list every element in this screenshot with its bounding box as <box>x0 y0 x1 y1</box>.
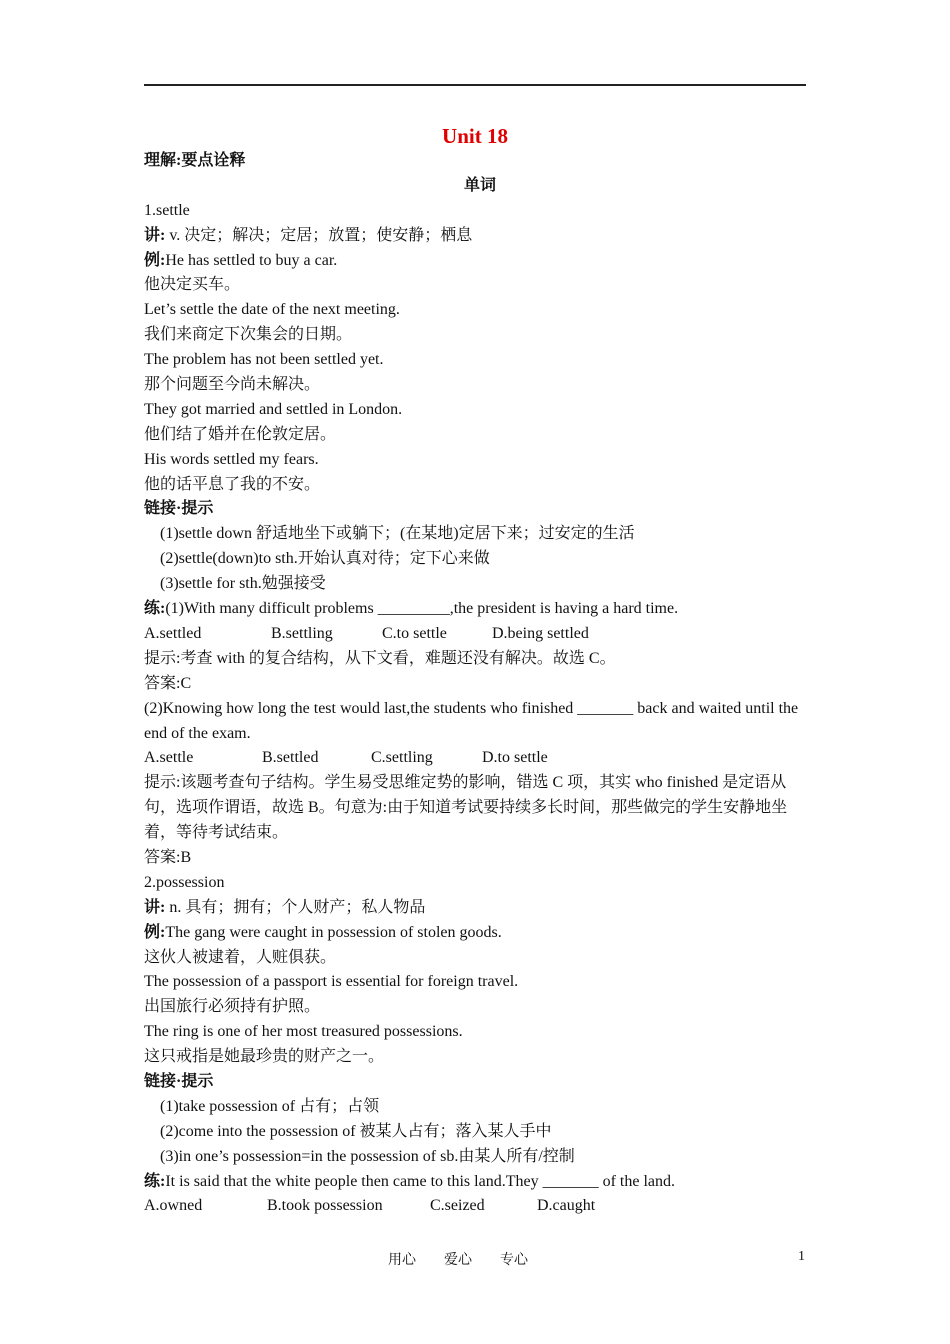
definition-line <box>144 896 816 921</box>
exercise-question: (2)Knowing how long the test would last,the students who finished _______ back and waited until the end of the exam. <box>144 699 799 742</box>
option-b: B.settling <box>271 624 333 642</box>
example-text: He has settled to buy a car. <box>165 251 338 269</box>
example-text: The problem has not been settled yet. <box>144 351 384 369</box>
example-text: The ring is one of her most treasured possessions. <box>144 1023 463 1041</box>
header-rule <box>144 84 806 86</box>
example-text: The gang were caught in possession of stolen goods. <box>165 923 502 941</box>
example-translation: 那个问题至今尚未解决。 <box>144 376 321 394</box>
link-item: (2)settle(down)to sth.开始认真对待；定下心来做 <box>160 550 490 568</box>
example-translation: 我们来商定下次集会的日期。 <box>144 326 353 344</box>
example-line <box>144 249 816 274</box>
jiang-label: 讲: <box>144 898 166 916</box>
exercise-options <box>144 622 816 647</box>
link-item: (1)settle down 舒适地坐下或躺下；(在某地)定居下来；过安定的生活 <box>160 525 635 543</box>
exercise-options <box>144 746 816 771</box>
option-a: A.settled <box>144 624 202 642</box>
link-item: (2)come into the possession of 被某人占有；落入某人手中 <box>160 1122 552 1140</box>
word-entry: 1.settle <box>144 201 190 219</box>
exercise-question <box>144 597 816 622</box>
example-translation: 这伙人被逮着，人赃俱获。 <box>144 948 337 966</box>
example-text: They got married and settled in London. <box>144 400 403 418</box>
example-translation: 出国旅行必须持有护照。 <box>144 998 321 1016</box>
option-a: A.owned <box>144 1197 203 1215</box>
option-c: C.to settle <box>382 624 447 642</box>
option-d: D.to settle <box>482 749 548 767</box>
jiang-label: 讲: <box>144 226 166 244</box>
example-translation: 他们结了婚并在伦敦定居。 <box>144 425 337 443</box>
option-c: C.settling <box>371 749 433 767</box>
option-d: D.being settled <box>492 624 589 642</box>
lian-label: 练: <box>144 600 166 618</box>
example-text: Let’s settle the date of the next meeting. <box>144 301 400 319</box>
document-body <box>144 149 816 1219</box>
page-number: 1 <box>798 1249 805 1264</box>
footer-motto: 用心 爱心 专心 <box>388 1253 528 1268</box>
option-c: C.seized <box>430 1197 485 1215</box>
question-text: It is said that the white people then came to this land.They _______ of the land. <box>165 1172 675 1190</box>
example-translation: 这只戒指是她最珍贵的财产之一。 <box>144 1048 385 1066</box>
link-label: 链接·提示 <box>144 500 214 518</box>
link-label: 链接·提示 <box>144 1073 214 1091</box>
option-a: A.settle <box>144 749 194 767</box>
page-title: Unit 18 <box>442 124 508 148</box>
exercise-question <box>144 1170 816 1195</box>
li-label: 例: <box>144 251 166 269</box>
definition-text: n. 具有；拥有；个人财产；私人物品 <box>165 898 426 916</box>
li-label: 例: <box>144 923 166 941</box>
question-text: (1)With many difficult problems _________,the president is having a hard time. <box>165 600 679 618</box>
link-item: (3)in one’s possession=in the possession of sb.由某人所有/控制 <box>160 1147 575 1165</box>
example-text: The possession of a passport is essential for foreign travel. <box>144 973 519 991</box>
exercise-options <box>144 1194 816 1219</box>
link-item: (3)settle for sth.勉强接受 <box>160 575 326 593</box>
exercise-hint: 提示:考查 with 的复合结构，从下文看，难题还没有解决。故选 C。 <box>144 649 616 667</box>
word-entry: 2.possession <box>144 873 225 891</box>
definition-text: v. 决定；解决；定居；放置；使安静；栖息 <box>165 226 473 244</box>
option-d: D.caught <box>537 1197 596 1215</box>
lian-label: 练: <box>144 1172 166 1190</box>
exercise-hint: 提示:该题考查句子结构。学生易受思维定势的影响，错选 C 项，其实 who finished 是定语从句，选项作谓语，故选 B。句意为:由于知道考试要持续多长时间，那些做完的学生安静地坐着，等待考试结束。 <box>144 774 788 842</box>
example-translation: 他决定买车。 <box>144 276 241 294</box>
link-item: (1)take possession of 占有；占领 <box>160 1097 380 1115</box>
example-translation: 他的话平息了我的不安。 <box>144 475 321 493</box>
option-b: B.took possession <box>267 1197 383 1215</box>
exercise-answer: 答案:C <box>144 674 192 692</box>
example-line <box>144 921 816 946</box>
definition-line <box>144 224 816 249</box>
example-text: His words settled my fears. <box>144 450 319 468</box>
exercise-answer: 答案:B <box>144 849 192 867</box>
section-heading: 理解:要点诠释 <box>144 152 246 169</box>
section-subheading: 单词 <box>463 176 496 194</box>
option-b: B.settled <box>262 749 319 767</box>
